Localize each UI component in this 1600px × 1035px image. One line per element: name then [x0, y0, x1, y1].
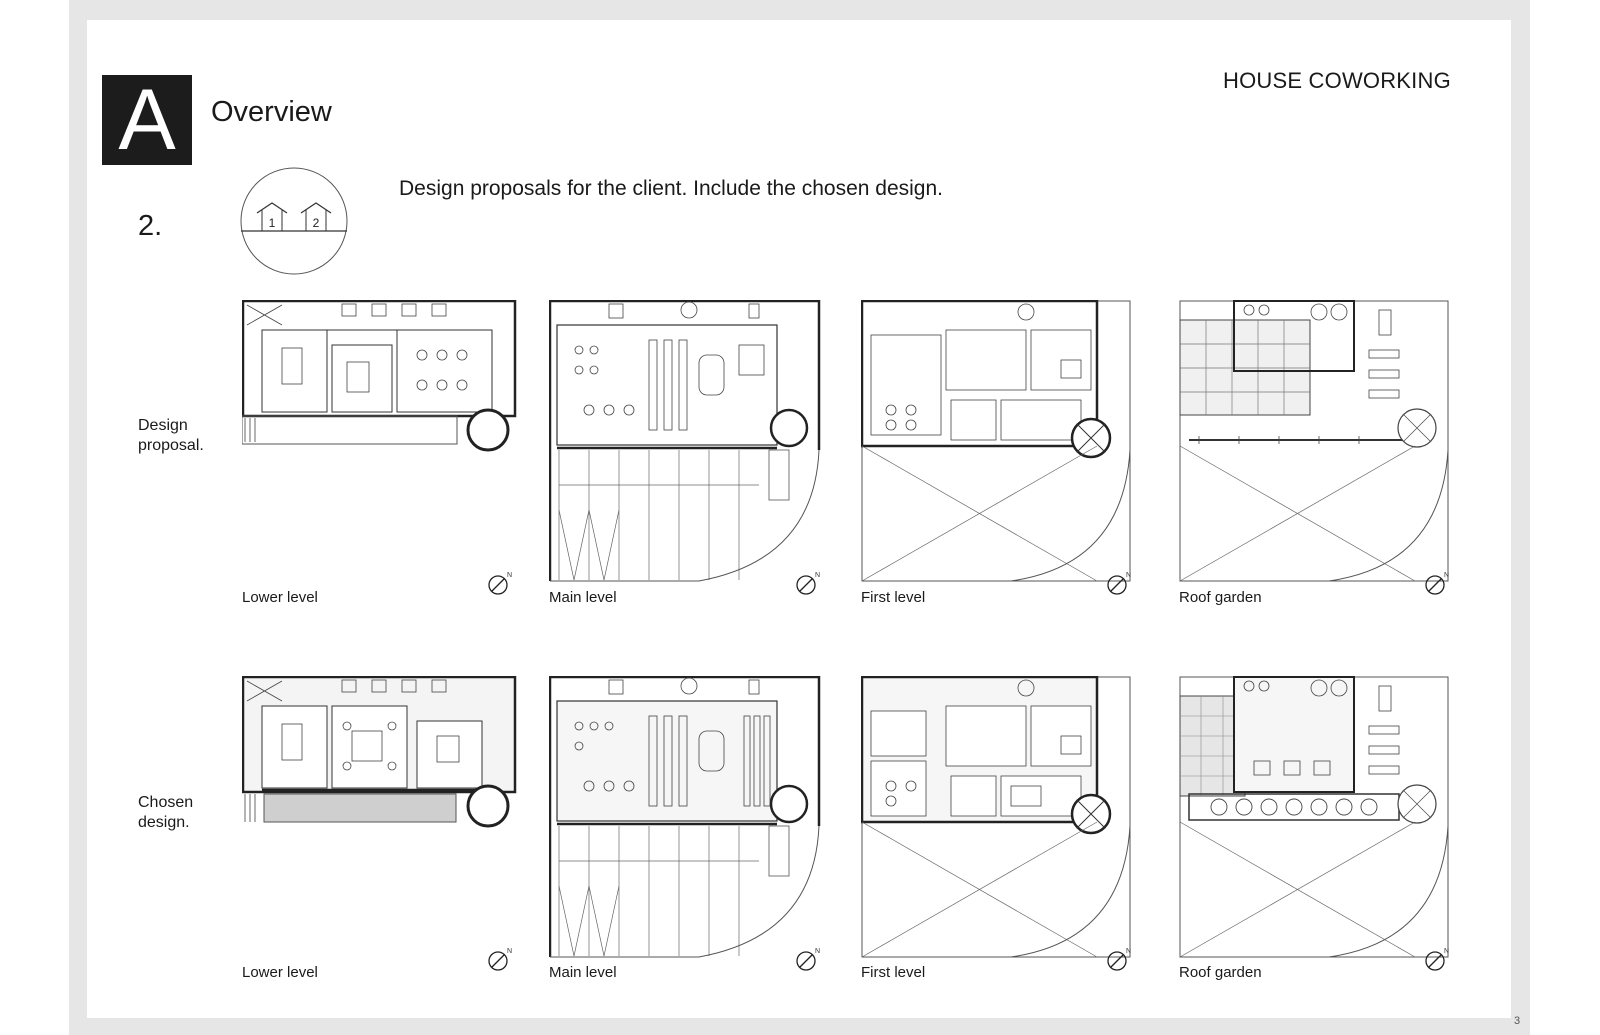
north-arrow-icon: [487, 946, 513, 972]
plan-roof-garden-chosen: [1179, 676, 1451, 958]
plan-lower-level-chosen: [242, 676, 517, 831]
caption-lower-level-chosen: Lower level: [242, 964, 318, 981]
north-arrow-icon: [1424, 570, 1450, 596]
step-number: 2.: [138, 210, 163, 242]
caption-main-level-proposal: Main level: [549, 589, 617, 606]
svg-text:N: N: [815, 572, 821, 579]
svg-text:N: N: [1444, 572, 1450, 579]
house-label-2: 2: [312, 216, 320, 230]
row-label-proposal: Design proposal.: [138, 417, 204, 454]
north-arrow-icon: [487, 570, 513, 596]
caption-first-level-proposal: First level: [861, 589, 926, 606]
row-label-chosen: Chosen design.: [138, 794, 194, 831]
plan-first-level-chosen: [861, 676, 1133, 958]
north-arrow-icon: [1424, 946, 1450, 972]
svg-text:N: N: [507, 572, 513, 579]
plan-lower-level-proposal: [242, 300, 517, 455]
section-description: Design proposals for the client. Include the chosen design.: [399, 177, 944, 200]
north-arrow-icon: [795, 946, 821, 972]
caption-lower-level-proposal: Lower level: [242, 589, 318, 606]
plan-main-level-chosen: [549, 676, 821, 958]
caption-main-level-chosen: Main level: [549, 964, 617, 981]
svg-text:N: N: [815, 948, 821, 955]
caption-roof-garden-chosen: Roof garden: [1179, 964, 1262, 981]
svg-text:N: N: [507, 948, 513, 955]
page-title: Overview: [211, 96, 332, 128]
plan-roof-garden-proposal: [1179, 300, 1451, 582]
svg-text:N: N: [1444, 948, 1450, 955]
north-arrow-icon: [1106, 946, 1132, 972]
caption-first-level-chosen: First level: [861, 964, 926, 981]
plan-first-level-proposal: [861, 300, 1133, 582]
page-number: 3: [1514, 1015, 1521, 1027]
north-arrow-icon: [1106, 570, 1132, 596]
house-label-1: 1: [268, 216, 276, 230]
caption-roof-garden-proposal: Roof garden: [1179, 589, 1262, 606]
project-name: HOUSE COWORKING: [1223, 68, 1451, 93]
north-arrow-icon: [795, 570, 821, 596]
svg-text:N: N: [1126, 948, 1132, 955]
plan-main-level-proposal: [549, 300, 821, 582]
two-houses-icon: [240, 167, 348, 275]
svg-text:N: N: [1126, 572, 1132, 579]
section-badge: A: [102, 75, 192, 165]
